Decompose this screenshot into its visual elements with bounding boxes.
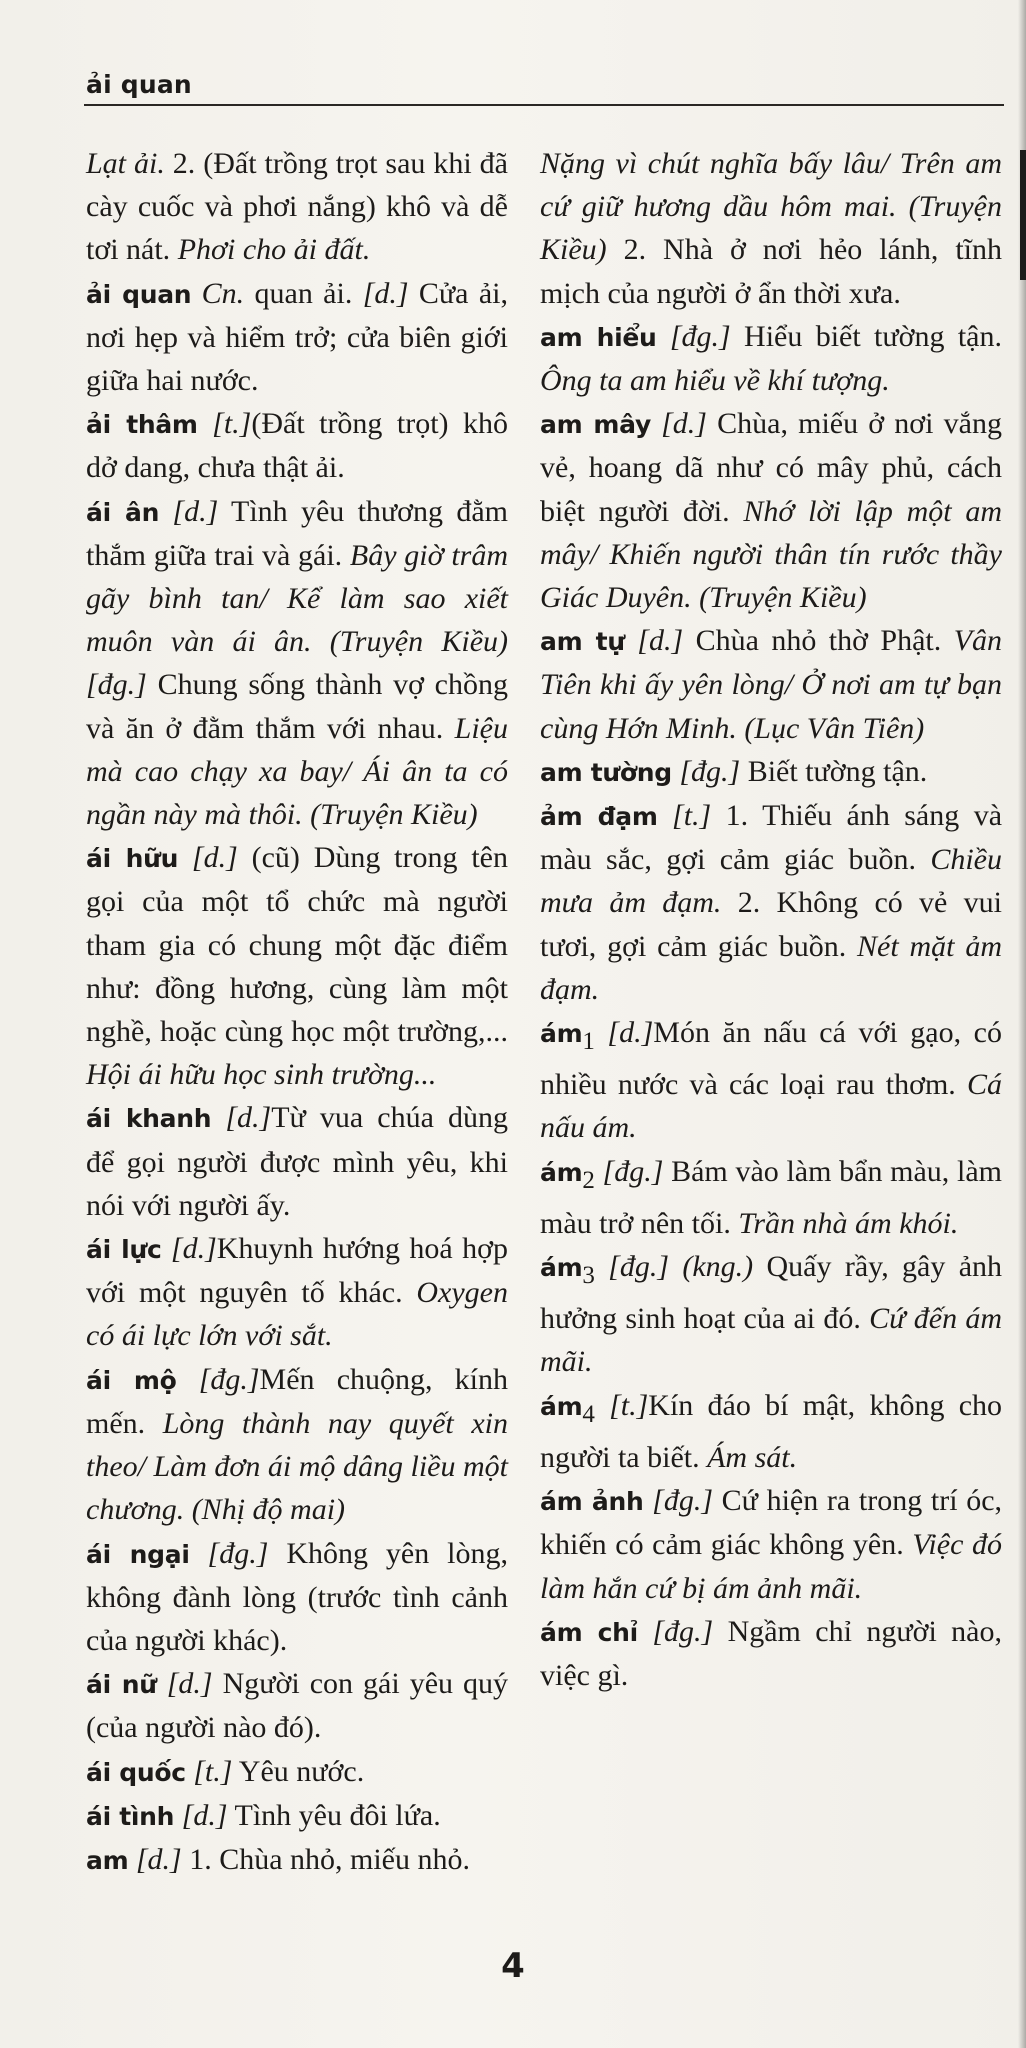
definition-text: 2. Nhà ở nơi hẻo lánh, tĩnh mịch của người ở ẩn thời xưa.	[540, 233, 1002, 310]
definition-text: Yêu nước.	[232, 1754, 365, 1788]
part-of-speech: [d.]	[181, 1798, 228, 1832]
part-of-speech: [d.]	[225, 1101, 272, 1135]
definition-text	[159, 495, 172, 528]
definition-text	[657, 320, 670, 353]
headword: ám	[540, 1019, 583, 1049]
definition-text	[658, 799, 672, 832]
headword: ải thâm	[86, 410, 198, 440]
definition-text: Hiểu biết tường tận.	[730, 319, 1002, 353]
dictionary-entry	[86, 1750, 508, 1794]
definition-text	[595, 1016, 608, 1049]
definition-text: Kín đáo bí mật, không cho người ta biết.	[540, 1388, 1003, 1474]
example-text: Cá nấu ám.	[540, 1068, 1002, 1145]
example-text: Ông ta am hiểu về khí tượng.	[540, 364, 890, 398]
definition-text: 1. Thiếu ánh sáng và màu sắc, gợi cảm giác buồn.	[540, 799, 1003, 877]
part-of-speech: [đg.]	[608, 1250, 670, 1284]
example-text: Bây giờ trâm gãy bình tan/ Kể làm sao xiết muôn vàn ái ân. (Truyện Kiều)	[86, 538, 508, 659]
dictionary-entry	[540, 1150, 1002, 1245]
headword: ám	[540, 1391, 583, 1421]
dictionary-entry	[86, 1838, 508, 1882]
headword: ải quan	[86, 279, 192, 309]
part-of-speech: [t.]	[193, 1754, 233, 1788]
example-text: Trần nhà ám khói.	[738, 1206, 959, 1240]
part-of-speech: [đg.]	[652, 1484, 713, 1518]
homonym-index: 3	[582, 1262, 595, 1290]
part-of-speech: [đg.]	[652, 1614, 714, 1648]
definition-text	[669, 1250, 682, 1283]
definition-text	[198, 407, 212, 440]
dictionary-entry	[540, 619, 1002, 750]
part-of-speech: [d.]	[135, 1842, 182, 1876]
definition-text	[643, 1484, 652, 1517]
definition-text: Khuynh hướng hoá hợp với một nguyên tố khác.	[86, 1232, 509, 1310]
part-of-speech: [d.]	[661, 407, 707, 441]
definition-text	[595, 1389, 609, 1422]
definition-text: Quấy rầy, gây ảnh hưởng sinh hoạt của ai đó.	[540, 1250, 1003, 1336]
part-of-speech: [đg.]	[669, 319, 731, 353]
definition-text	[177, 1363, 199, 1396]
definition-text: Bám vào làm bẩn màu, làm màu trở nên tối.	[540, 1154, 1002, 1240]
part-of-speech: [đg.]	[207, 1536, 269, 1570]
part-of-speech: [t.]	[212, 407, 252, 441]
definition-text: (cũ) Dùng trong tên gọi của một tổ chức mà người tham gia có chung một đặc điểm như: đồng hương, cùng làm một nghề, hoặc cùng học một trường,...	[86, 841, 508, 1049]
definition-text	[595, 1250, 608, 1283]
headword: ái hữu	[86, 844, 179, 874]
definition-text	[211, 1101, 225, 1134]
definition-text: 1. Chùa nhỏ, miếu nhỏ.	[181, 1842, 470, 1876]
headword: am mây	[540, 410, 651, 440]
definition-text: quan ải.	[244, 276, 363, 310]
dictionary-entry	[86, 1358, 508, 1532]
definition-text: (Đất trồng trọt) khô dở dang, chưa thật ải.	[86, 407, 509, 485]
definition-text: Tình yêu đôi lứa.	[227, 1798, 441, 1832]
part-of-speech: [d.]	[637, 624, 684, 658]
dictionary-entry	[86, 1227, 508, 1358]
dictionary-entry	[540, 315, 1002, 402]
headword: ái ân	[86, 497, 160, 527]
dictionary-entry	[540, 142, 1002, 315]
example-text: Lạt ải.	[86, 147, 165, 180]
example-text: Nặng vì chút nghĩa bấy lâu/ Trên am cứ giữ hương dầu hôm mai. (Truyện Kiều)	[540, 147, 1002, 267]
definition-text: Không yên lòng, không đành lòng (trước tình cảnh của người khác).	[86, 1536, 508, 1657]
part-of-speech: [đg.]	[602, 1154, 664, 1188]
definition-text: Người con gái yêu quý (của người nào đó).	[86, 1667, 509, 1745]
example-text: Lòng thành nay quyết xin theo/ Làm đơn ái mộ dâng liều một chương. (Nhị độ mai)	[86, 1406, 508, 1527]
homonym-index: 2	[582, 1166, 595, 1194]
definition-text: Chung sống thành vợ chồng và ăn ở đằm thắm với nhau.	[86, 668, 508, 745]
example-text: Vân Tiên khi ấy yên lòng/ Ở nơi am tự bạn cùng Hớn Minh. (Lục Vân Tiên)	[540, 624, 1003, 745]
dictionary-entry	[540, 1610, 1002, 1697]
headword: am hiểu	[540, 322, 657, 352]
definition-text: Biết tường tận.	[740, 754, 928, 788]
headword: ảm đạm	[540, 802, 658, 832]
headword: am tự	[540, 627, 625, 657]
left-column	[86, 142, 508, 1882]
dictionary-entry	[86, 490, 508, 837]
definition-text	[651, 407, 661, 440]
dictionary-entry	[86, 142, 508, 272]
headword: ái nữ	[86, 1670, 157, 1700]
dictionary-entry	[540, 1384, 1002, 1479]
headword: ái quốc	[86, 1757, 186, 1787]
example-text: Phơi cho ải đất.	[177, 233, 371, 267]
dictionary-entry	[540, 794, 1002, 1011]
dictionary-entry	[86, 1532, 508, 1663]
example-text: Việc đó làm hắn cứ bị ám ảnh mãi.	[540, 1528, 1002, 1605]
running-head: ải quan	[86, 70, 192, 99]
headword: ái mộ	[86, 1365, 177, 1395]
headword: am tường	[540, 757, 672, 787]
dictionary-entry	[540, 1011, 1002, 1150]
headword: ám chỉ	[540, 1617, 638, 1647]
part-of-speech: [d.]	[607, 1016, 654, 1050]
page-number: 4	[501, 1946, 525, 1986]
definition-text	[178, 841, 192, 874]
part-of-speech: [d.]	[172, 494, 219, 528]
definition-text: Từ vua chúa dùng để gọi người được mình yêu, khi nói với người ấy.	[86, 1101, 508, 1222]
part-of-speech: [t.]	[609, 1388, 649, 1422]
definition-text: Mến chuộng, kính mến.	[86, 1362, 508, 1440]
headword: ám	[540, 1253, 583, 1283]
homonym-index: 4	[582, 1400, 595, 1428]
definition-text: Tình yêu thương đằm thắm giữa trai và gái.	[86, 494, 508, 572]
dictionary-entry	[86, 272, 508, 403]
dictionary-entry	[86, 402, 508, 489]
definition-text	[128, 1843, 136, 1876]
headword: ám ảnh	[540, 1487, 644, 1517]
definition-text: Món ăn nấu cá với gạo, có nhiều nước và các loại rau thơm.	[540, 1016, 1002, 1102]
definition-text	[638, 1615, 652, 1648]
part-of-speech: Cn.	[201, 276, 245, 310]
part-of-speech: [đg.]	[679, 754, 741, 788]
example-text: Ám sát.	[707, 1440, 798, 1474]
definition-text: Cứ hiện ra trong trí óc, khiến có cảm giác không yên.	[540, 1484, 1003, 1562]
definition-text: Chùa, miếu ở nơi vắng vẻ, hoang dã như có mây phủ, cách biệt người đời.	[540, 407, 1002, 528]
example-text: Cứ đến ám mãi.	[540, 1302, 1002, 1379]
example-text: Chiều mưa ảm đạm.	[540, 843, 1002, 920]
dictionary-entry	[86, 1794, 508, 1838]
part-of-speech: [d.]	[166, 1667, 213, 1701]
part-of-speech: [d.]	[170, 1232, 217, 1266]
dictionary-entry	[540, 402, 1002, 619]
part-of-speech: [t.]	[672, 799, 712, 833]
headword: ái khanh	[86, 1104, 212, 1134]
header-rule	[84, 104, 1004, 106]
example-text: Nét mặt ảm đạm.	[540, 929, 1002, 1006]
definition-text	[595, 1155, 603, 1188]
part-of-speech: [đg.]	[86, 668, 147, 702]
definition-text: Chùa nhỏ thờ Phật.	[683, 624, 954, 658]
example-text: Oxygen có ái lực lớn với sắt.	[86, 1276, 508, 1353]
dictionary-entry	[86, 836, 508, 1096]
definition-text	[190, 1537, 208, 1570]
headword: am	[86, 1845, 129, 1875]
page-edge-shadow	[1018, 0, 1026, 2048]
definition-text	[157, 1667, 167, 1700]
definition-text	[625, 624, 637, 657]
example-text: Hội ái hữu học sinh trường...	[86, 1058, 437, 1092]
dictionary-entry	[86, 1662, 508, 1749]
dictionary-entry	[86, 1096, 508, 1227]
dictionary-entry	[540, 1245, 1002, 1384]
part-of-speech: [d.]	[191, 841, 238, 875]
definition-text: 2. Không có vẻ vui tươi, gợi cảm giác buồn.	[540, 886, 1002, 963]
example-text: Nhớ lời lập một am mây/ Khiến người thân tín rước thầy Giác Duyên. (Truyện Kiều)	[540, 494, 1002, 615]
dictionary-entry	[540, 750, 1002, 794]
part-of-speech: (kng.)	[682, 1250, 754, 1284]
part-of-speech: [đg.]	[198, 1362, 260, 1396]
headword: ám	[540, 1157, 583, 1187]
definition-text: Cửa ải, nơi hẹp và hiểm trở; cửa biên giới giữa hai nước.	[86, 276, 508, 398]
headword: ái tình	[86, 1801, 175, 1831]
example-text: Liệu mà cao chạy xa bay/ Ái ân ta có ngần này mà thôi. (Truyện Kiều)	[86, 711, 508, 832]
headword: ái ngại	[86, 1539, 190, 1569]
definition-text	[191, 277, 201, 310]
dictionary-entry	[540, 1479, 1002, 1610]
definition-text	[174, 1799, 182, 1832]
headword: ái lực	[86, 1235, 162, 1265]
definition-text: Ngầm chỉ người nào, việc gì.	[540, 1614, 1002, 1692]
part-of-speech: [d.]	[362, 276, 409, 310]
definition-text: 2. (Đất trồng trọt sau khi đã cày cuốc và phơi nắng) khô và dễ tơi nát.	[86, 147, 508, 267]
thumb-index-tab	[1020, 150, 1026, 280]
right-column	[540, 142, 1002, 1697]
homonym-index: 1	[582, 1028, 595, 1056]
definition-text	[161, 1232, 170, 1265]
